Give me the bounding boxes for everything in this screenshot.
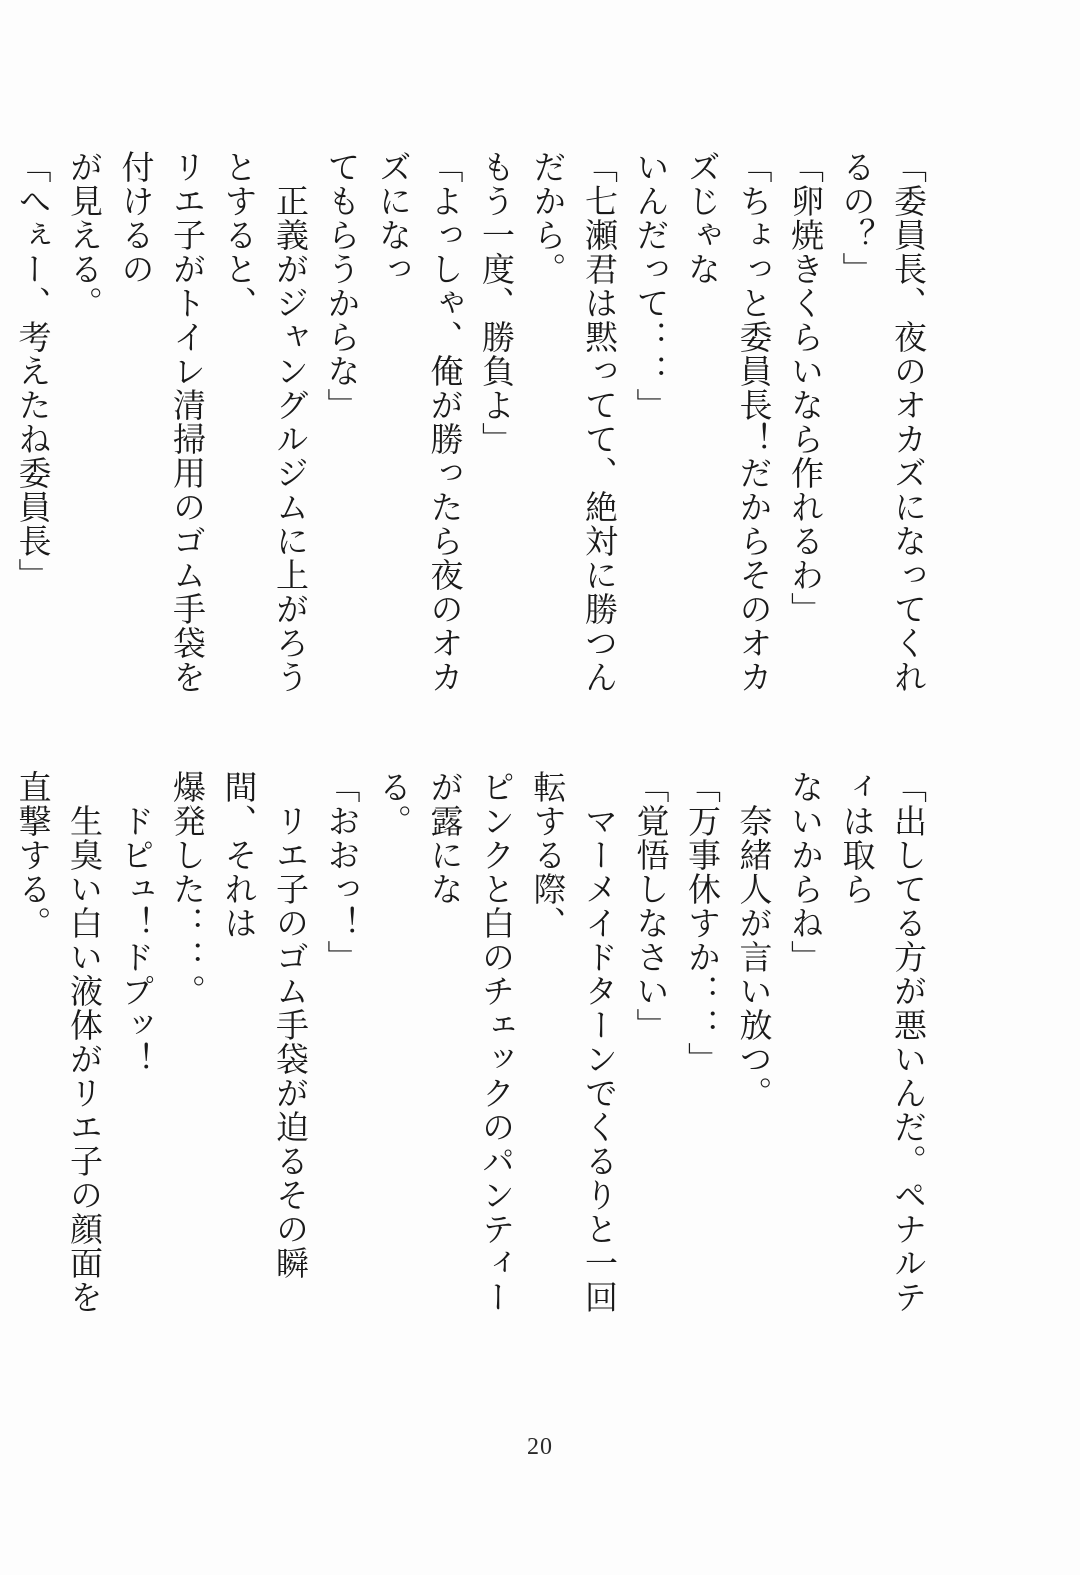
text-line: る。 [374,770,413,838]
page-number: 20 [527,1434,553,1460]
text-line: 「おおっ！」 [322,770,362,974]
text-line: 「へぇー、考えたね委員長」 [13,150,53,592]
text-line: ドピュ！ドプッ！ [116,770,156,1076]
text-line: 爆発した：：。 [168,770,207,1008]
text-line: てもらうからな」 [322,150,362,422]
text-line [0,150,7,710]
text-line: マーメイドターンでくるりと一回転する際、 [528,770,619,1314]
text-line: もう一度、勝負よ」 [477,150,516,456]
text-line: 「ちょっと委員長！だからそのオカズじゃな [683,150,774,694]
text-line: が見える。 [65,150,104,320]
text-line: リエ子のゴム手袋が迫るその瞬間、それは [219,770,310,1280]
text-line: 生臭い白い液体がリエ子の顔面を直撃する。 [13,770,104,1314]
text-line: 「覚悟しなさい」 [631,770,671,1042]
text-line: リエ子がトイレ清掃用のゴム手袋を付けるの [116,150,207,694]
text-line: 「卵焼きくらいなら作れるわ」 [786,150,825,626]
text-line: 「委員長、夜のオカズになってくれるの？」 [837,150,928,694]
text-line: 「よっしゃ、俺が勝ったら夜のオカズになっ [374,150,465,694]
text-line: 「出してる方が悪いんだ。ペナルティは取ら [837,770,928,1314]
text-line: いんだって：：」 [631,150,671,422]
text-block-lower [13,770,934,1330]
text-line [0,770,7,1330]
text-line: 正義がジャングルジムに上がろうとすると、 [219,150,310,694]
text-line: ないからね」 [786,770,825,974]
text-line: ピンクと白のチェックのパンティーが露にな [425,770,516,1314]
text-line: 「七瀬君は黙ってて、絶対に勝つんだから。 [528,150,619,694]
text-line: 奈緒人が言い放つ。 [734,770,774,1110]
text-line: 「万事休すか：：」 [683,770,722,1076]
text-block-upper [13,150,934,710]
